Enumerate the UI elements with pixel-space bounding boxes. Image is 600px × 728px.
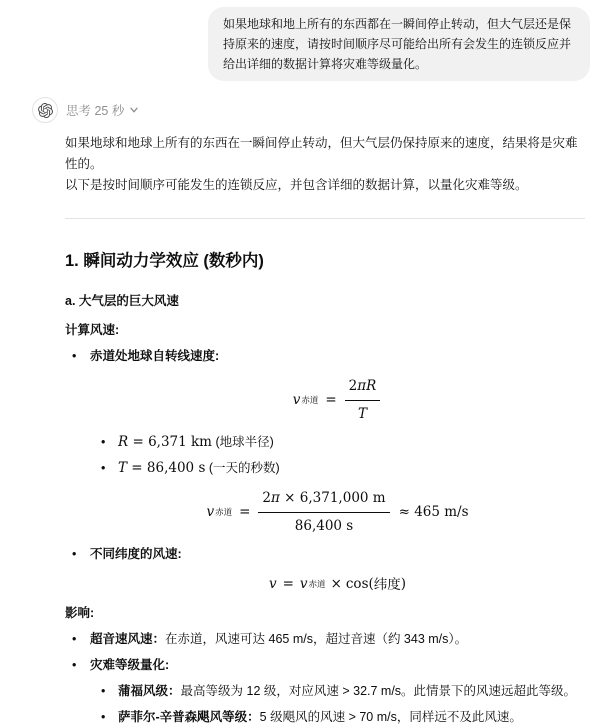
- list-item-latitude-speed: [65, 544, 585, 595]
- math-var: v: [292, 392, 301, 408]
- user-message-row: [0, 0, 600, 81]
- assistant-avatar: [32, 97, 58, 123]
- quantify-label: 灾难等级量化:: [90, 658, 170, 672]
- math-close-paren: ): [400, 576, 407, 592]
- math-approx-result: ≈ 465 m/s: [398, 504, 469, 520]
- math-times: ×: [330, 576, 342, 592]
- math-number: 2: [348, 378, 358, 394]
- supersonic-label: 超音速风速：: [90, 632, 166, 646]
- math-cos: cos(: [345, 576, 374, 592]
- thinking-label: 思考 25 秒: [66, 104, 125, 118]
- subsection-title: a. 大气层的巨大风速: [65, 294, 179, 308]
- intro-paragraph-2: 以下是按时间顺序可能发生的连锁反应，并包含详细的数据计算，以量化灾难等级。: [65, 178, 528, 192]
- equator-speed-label: 赤道处地球自转线速度:: [90, 349, 220, 363]
- math-fraction: [345, 376, 381, 425]
- impact-list: [65, 629, 585, 728]
- math-number: 2: [262, 490, 272, 506]
- list-item-day-seconds: [90, 458, 585, 479]
- equation-equator-value: [90, 488, 585, 537]
- scale-list: [90, 681, 585, 728]
- list-item-supersonic: [65, 629, 585, 650]
- math-var: v: [206, 504, 215, 520]
- openai-logo-icon: [38, 103, 53, 118]
- user-message-bubble: [208, 7, 590, 81]
- math-equals: =: [282, 576, 294, 592]
- supersonic-text: 在赤道，风速可达 465 m/s，超过音速（约 343 m/s）。: [165, 632, 468, 646]
- list-item-equator-speed: [65, 346, 585, 537]
- list-item-quantify: [65, 655, 585, 728]
- user-message-text: 如果地球和地上所有的东西都在一瞬间停止转动，但大气层还是保持原来的速度，请按时间顺序尽可能给出所有会发生的连锁反应并给出详细的数据计算将灾难等级量化。: [223, 17, 572, 71]
- beaufort-label: 蒲福风级：: [118, 684, 181, 698]
- math-fraction: [258, 488, 389, 537]
- wind-calc-list: [65, 346, 585, 595]
- math-pi: π: [271, 490, 280, 506]
- constants-list: [90, 432, 585, 479]
- math-equals: =: [325, 392, 337, 408]
- section-divider: [65, 218, 585, 219]
- math-number: 86,400 s: [294, 518, 354, 534]
- impact-label: 影响:: [65, 606, 95, 620]
- intro-paragraph-1: 如果地球和地球上所有的东西在一瞬间停止转动，但大气层仍保持原来的速度，结果将是灾难性的。: [65, 136, 578, 171]
- calc-wind-label: 计算风速:: [65, 323, 120, 337]
- math-var: v: [268, 576, 277, 592]
- saffir-label: 萨菲尔-辛普森飓风等级：: [118, 710, 260, 724]
- math-equals: =: [239, 504, 251, 520]
- chevron-down-icon: [129, 105, 139, 115]
- assistant-content: [32, 133, 600, 728]
- assistant-message: [0, 81, 600, 728]
- assistant-header: [32, 97, 600, 123]
- list-item-beaufort: [90, 681, 585, 702]
- period-value-math: T = 86,400 s: [118, 460, 206, 476]
- list-item-saffir: [90, 707, 585, 728]
- math-subscript: 赤道: [215, 507, 233, 517]
- beaufort-text: 最高等级为 12 级，对应风速 > 32.7 m/s。此情景下的风速远超此等级。: [180, 684, 577, 698]
- equation-equator-speed: [90, 376, 585, 425]
- math-subscript: 赤道: [308, 579, 326, 589]
- math-var: R: [366, 378, 377, 394]
- equation-latitude: [90, 574, 585, 595]
- math-pi: π: [357, 378, 367, 394]
- saffir-text: 5 级飓风的风速 > 70 m/s，同样远不及此风速。: [259, 710, 522, 724]
- period-note: (一天的秒数): [205, 461, 280, 475]
- latitude-speed-label: 不同纬度的风速:: [90, 547, 182, 561]
- math-subscript: 赤道: [301, 395, 319, 405]
- math-number: × 6,371,000 m: [279, 490, 386, 506]
- radius-note: (地球半径): [212, 435, 274, 449]
- math-var: v: [299, 576, 308, 592]
- radius-value-math: R = 6,371 km: [118, 434, 212, 450]
- section-title: 1. 瞬间动力学效应 (数秒内): [65, 252, 264, 270]
- thinking-toggle[interactable]: [66, 101, 139, 119]
- list-item-radius: [90, 432, 585, 453]
- math-latitude-arg: 纬度: [373, 577, 401, 592]
- math-var: T: [357, 406, 367, 422]
